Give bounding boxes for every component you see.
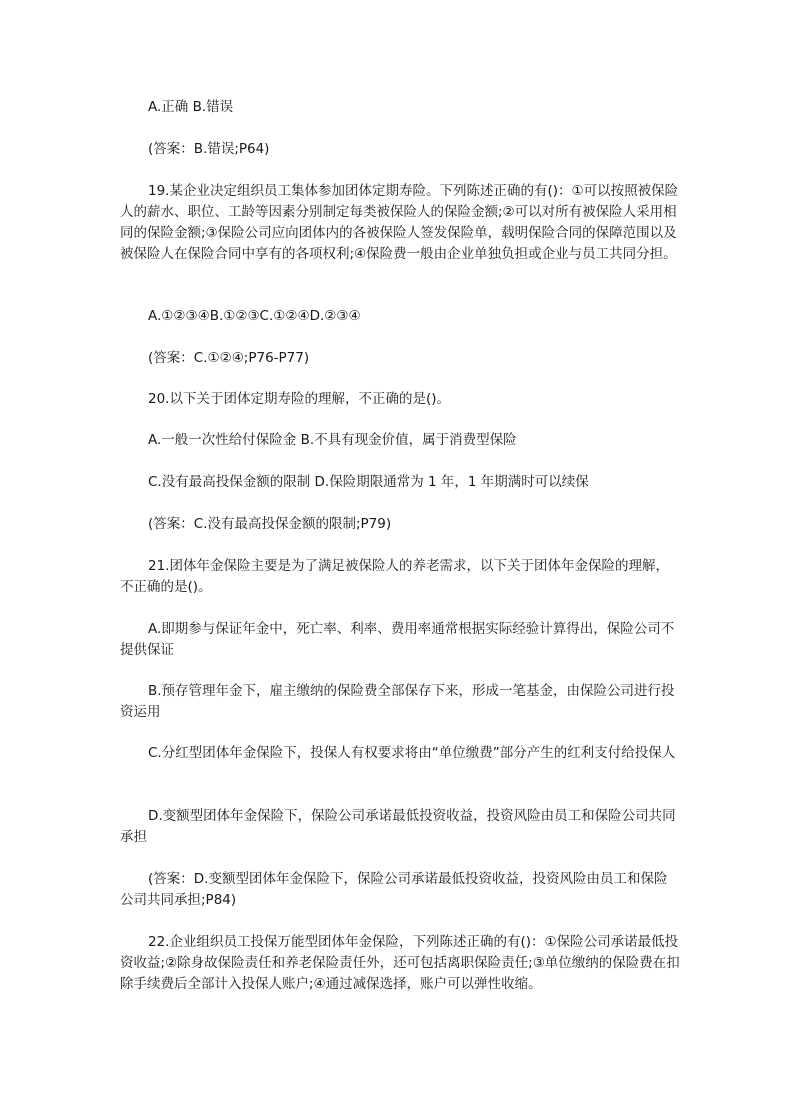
answer-line: (答案：C.①②④;P76-P77) [148,350,310,366]
option-line: B.预存管理年金下，雇主缴纳的保险费全部保存下来，形成一笔基金，由保险公司进行投资运用 [120,683,675,720]
option-line: A.正确 B.错误 [148,99,234,115]
answer-line: (答案：C.没有最高投保金额的限制;P79) [148,516,392,532]
question-22: 22.企业组织员工投保万能型团体年金保险，下列陈述正确的有()：①保险公司承诺最低投资收益;②除身故保险责任和养老保险责任外，还可包括离职保险责任;③单位缴纳的保险费在扣除手续费后全部计入投保人账户;④通过减保选择，账户可以弹性收缩。 [120,934,680,992]
question-21: 21.团体年金保险主要是为了满足被保险人的养老需求，以下关于团体年金保险的理解，不正确的是()。 [120,558,669,595]
option-line: D.变额型团体年金保险下，保险公司承诺最低投资收益，投资风险由员工和保险公司共同承担 [120,808,676,845]
answer-line: (答案：B.错误;P64) [148,141,270,157]
question-20: 20.以下关于团体定期寿险的理解，不正确的是()。 [148,391,451,407]
option-line: C.分红型团体年金保险下，投保人有权要求将由“单位缴费”部分产生的红利支付给投保人 [148,745,676,761]
option-line: A.一般一次性给付保险金 B.不具有现金价值，属于消费型保险 [148,432,517,448]
option-line: A.①②③④B.①②③C.①②④D.②③④ [148,308,361,324]
option-line: C.没有最高投保金额的限制 D.保险期限通常为 1 年，1 年期满时可以续保 [148,474,589,490]
question-19: 19.某企业决定组织员工集体参加团体定期寿险。下列陈述正确的有()：①可以按照被保险人的薪水、职位、工龄等因素分别制定每类被保险人的保险金额;②可以对所有被保险人采用相同的保险金额;③保险公司应向团体内的各被保险人签发保险单，载明保险合同的保障范围以及被保险人在保险合同中享有的各项权利;④保险费一般由企业单独负担或企业与员工共同分担。 [120,183,679,262]
answer-line: (答案：D.变额型团体年金保险下，保险公司承诺最低投资收益，投资风险由员工和保险公司共同承担;P84) [120,871,668,908]
option-line: A.即期参与保证年金中，死亡率、利率、费用率通常根据实际经验计算得出，保险公司不提供保证 [120,621,675,658]
